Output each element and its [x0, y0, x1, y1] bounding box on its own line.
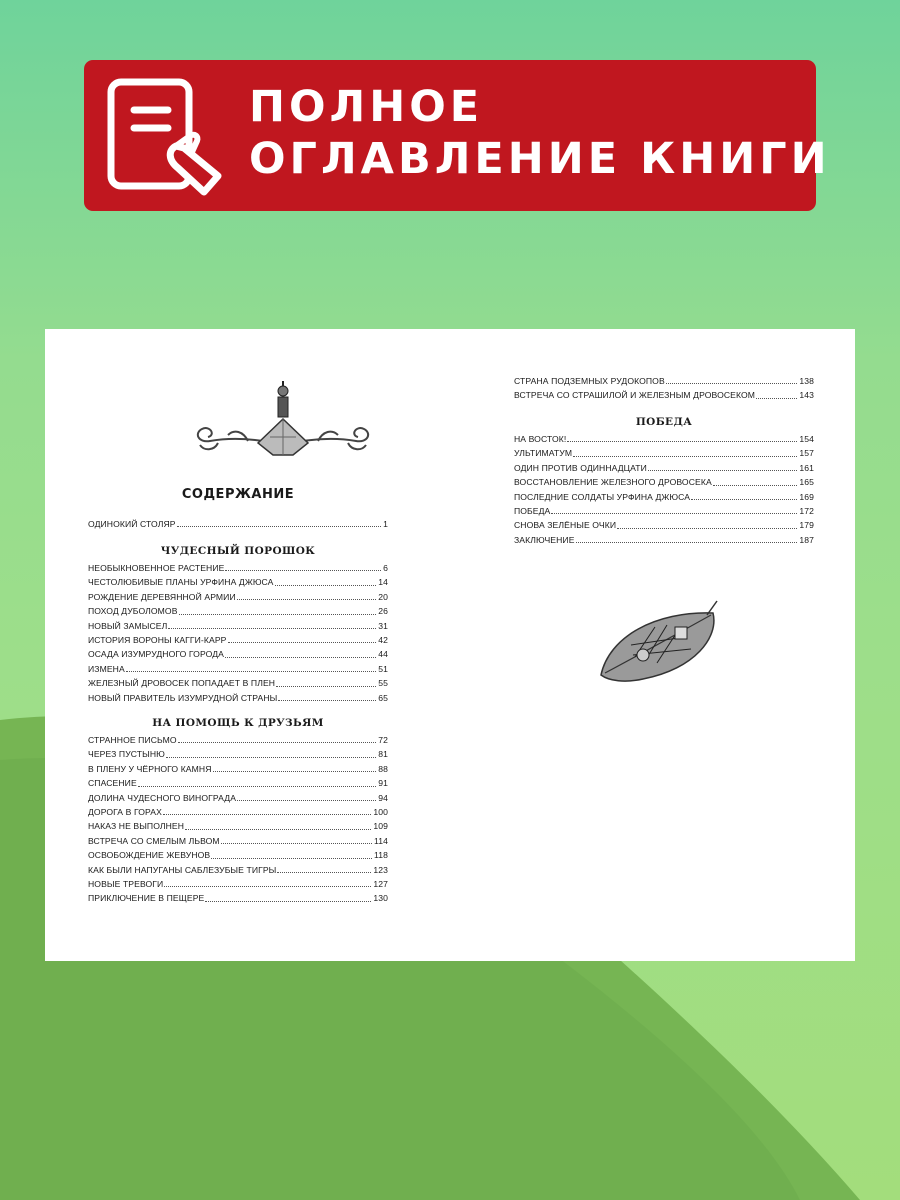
toc-entry-page: 55: [378, 678, 388, 689]
toc-continued: [514, 374, 814, 403]
leader-dots: [126, 671, 376, 672]
leader-dots: [551, 513, 797, 514]
leader-dots: [213, 771, 377, 772]
toc-entry: [88, 647, 388, 661]
toc-entry-title: ЗАКЛЮЧЕНИЕ: [514, 534, 575, 545]
toc-entry-title: УЛЬТИМАТУМ: [514, 448, 573, 459]
toc-entry-title: НЕОБЫКНОВЕННОЕ РАСТЕНИЕ: [88, 562, 225, 573]
toc-entry-page: 26: [378, 606, 388, 617]
leader-dots: [179, 614, 377, 615]
toc-entry-title: В ПЛЕНУ У ЧЁРНОГО КАМНЯ: [88, 763, 212, 774]
toc-entry-title: СПАСЕНИЕ: [88, 778, 137, 789]
toc-entry-title: НОВЫЙ ЗАМЫСЕЛ: [88, 620, 168, 631]
toc-entry-page: 6: [383, 562, 388, 573]
toc-entry: [88, 691, 388, 705]
toc-entry-title: КАК БЫЛИ НАПУГАНЫ САБЛЕЗУБЫЕ ТИГРЫ: [88, 864, 277, 875]
toc-section-2: [88, 713, 388, 906]
toc-entry: [88, 575, 388, 589]
toc-entry-page: 143: [799, 390, 814, 401]
toc-entry-page: 130: [373, 893, 388, 904]
toc-entry-page: 179: [799, 520, 814, 531]
toc-entry-title: ПОБЕДА: [514, 505, 551, 516]
toc-entry: [88, 590, 388, 604]
toc-entry: [88, 891, 388, 905]
toc-entry-title: ЧЕСТОЛЮБИВЫЕ ПЛАНЫ УРФИНА ДЖЮСА: [88, 577, 274, 588]
toc-entry-page: 114: [374, 835, 388, 846]
toc-entry: [514, 374, 814, 388]
leader-dots: [211, 858, 372, 859]
leader-dots: [205, 901, 371, 902]
toc-entry: [514, 490, 814, 504]
book-spread: [45, 329, 855, 961]
toc-entry-title: СТРАННОЕ ПИСЬМО: [88, 734, 177, 745]
toc-entry-page: 169: [799, 491, 814, 502]
toc-entry-page: 94: [378, 792, 388, 803]
toc-entry-title: ПОСЛЕДНИЕ СОЛДАТЫ УРФИНА ДЖЮСА: [514, 491, 691, 502]
leader-dots: [567, 441, 797, 442]
toc-entry-title: НАКАЗ НЕ ВЫПОЛНЕН: [88, 821, 185, 832]
toc-entry: [88, 863, 388, 877]
toc-entry: [88, 805, 388, 819]
toc-entry-page: 123: [373, 864, 388, 875]
toc-entry-title: ОСАДА ИЗУМРУДНОГО ГОРОДА: [88, 649, 224, 660]
leader-dots: [691, 499, 797, 500]
toc-entry: [514, 504, 814, 518]
toc-entry: [88, 877, 388, 891]
toc-entry: [88, 762, 388, 776]
section-heading: НА ПОМОЩЬ К ДРУЗЬЯМ: [152, 717, 324, 729]
leader-dots: [237, 800, 376, 801]
toc-entry-title: ПОХОД ДУБОЛОМОВ: [88, 606, 178, 617]
toc-entry: [514, 461, 814, 475]
toc-entry-page: 157: [799, 448, 814, 459]
leader-dots: [278, 700, 376, 701]
document-hand-icon: [106, 76, 226, 196]
toc-entry-page: 51: [378, 663, 388, 674]
ornament-crown-icon: [188, 379, 378, 463]
leader-dots: [666, 383, 798, 384]
leader-dots: [617, 528, 797, 529]
toc-entry-page: 20: [378, 591, 388, 602]
toc-entry-page: 118: [374, 850, 388, 861]
toc-entry: [88, 819, 388, 833]
toc-entry-title: СТРАНА ПОДЗЕМНЫХ РУДОКОПОВ: [514, 375, 665, 386]
toc-entry: [88, 633, 388, 647]
toc-entry: [88, 662, 388, 676]
toc-entry-page: 65: [378, 692, 388, 703]
toc-entry-page: 14: [378, 577, 388, 588]
toc-entry: [88, 747, 388, 761]
toc-entry-title: ИСТОРИЯ ВОРОНЫ КАГГИ-КАРР: [88, 634, 227, 645]
toc-entry: [514, 533, 814, 547]
section-heading: ПОБЕДА: [635, 416, 693, 428]
leader-dots: [713, 485, 798, 486]
leader-dots: [277, 872, 371, 873]
leader-dots: [237, 599, 376, 600]
toc-entry-page: 31: [378, 620, 388, 631]
toc-entry: [88, 848, 388, 862]
toc-section-3: [514, 412, 814, 547]
toc-entry: [88, 561, 388, 575]
toc-entry-page: 88: [378, 763, 388, 774]
leader-dots: [228, 642, 377, 643]
toc-entry-page: 42: [378, 634, 388, 645]
toc-entry: [514, 446, 814, 460]
toc-entry-page: 138: [799, 375, 814, 386]
toc-entry-title: ОДИНОКИЙ СТОЛЯР: [88, 518, 176, 529]
toc-entry: [514, 518, 814, 532]
leader-dots: [225, 570, 381, 571]
banner-title-line-1: ПОЛНОЕ: [249, 82, 484, 132]
leader-dots: [576, 542, 798, 543]
toc-entry-title: ВСТРЕЧА СО СМЕЛЫМ ЛЬВОМ: [88, 835, 220, 846]
toc-entry-title: ПРИКЛЮЧЕНИЕ В ПЕЩЕРЕ: [88, 893, 205, 904]
toc-entry-page: 187: [799, 534, 814, 545]
toc-entry: [88, 834, 388, 848]
toc-entry-title: РОЖДЕНИЕ ДЕРЕВЯННОЙ АРМИИ: [88, 591, 236, 602]
toc-entry-title: НОВЫЕ ТРЕВОГИ: [88, 878, 164, 889]
leader-dots: [138, 786, 376, 787]
toc-entry-page: 172: [799, 505, 814, 516]
leader-dots: [164, 886, 371, 887]
leader-dots: [178, 742, 377, 743]
title-banner: [84, 60, 831, 211]
toc-entry-page: 161: [799, 462, 814, 473]
leader-dots: [166, 757, 376, 758]
toc-entry: [514, 388, 814, 402]
toc-entry-title: НОВЫЙ ПРАВИТЕЛЬ ИЗУМРУДНОЙ СТРАНЫ: [88, 692, 278, 703]
leader-dots: [276, 686, 376, 687]
leader-dots: [177, 526, 382, 527]
leader-dots: [225, 657, 376, 658]
toc-entry-page: 72: [378, 734, 388, 745]
toc-entry: [88, 517, 388, 531]
toc-entry-page: 81: [378, 749, 388, 760]
leader-dots: [221, 843, 372, 844]
toc-entry: [88, 791, 388, 805]
toc-entry-page: 1: [383, 518, 388, 529]
toc-entry-page: 165: [799, 477, 814, 488]
leader-dots: [573, 456, 797, 457]
toc-entry-title: ВСТРЕЧА СО СТРАШИЛОЙ И ЖЕЛЕЗНЫМ ДРОВОСЕКОМ: [514, 390, 756, 401]
toc-entry-title: ВОССТАНОВЛЕНИЕ ЖЕЛЕЗНОГО ДРОВОСЕКА: [514, 477, 712, 488]
toc-entry-page: 127: [373, 878, 388, 889]
leader-dots: [756, 398, 797, 399]
toc-intro: [88, 517, 388, 531]
section-heading: ЧУДЕСНЫЙ ПОРОШОК: [160, 545, 316, 557]
banner-title-line-2: ОГЛАВЛЕНИЕ КНИГИ: [249, 134, 831, 184]
toc-entry-page: 91: [378, 778, 388, 789]
toc-entry-page: 154: [799, 433, 814, 444]
toc-entry-title: СНОВА ЗЕЛЁНЫЕ ОЧКИ: [514, 520, 617, 531]
toc-title: СОДЕРЖАНИЕ: [181, 487, 295, 502]
toc-entry-page: 109: [373, 821, 388, 832]
toc-entry: [514, 475, 814, 489]
toc-entry-title: ОСВОБОЖДЕНИЕ ЖЕВУНОВ: [88, 850, 211, 861]
toc-entry-page: 100: [373, 806, 388, 817]
toc-entry-page: 44: [378, 649, 388, 660]
toc-entry-title: ИЗМЕНА: [88, 663, 125, 674]
toc-section-1: [88, 541, 388, 705]
leader-dots: [185, 829, 371, 830]
leader-dots: [168, 628, 376, 629]
leader-dots: [275, 585, 377, 586]
toc-entry-title: НА ВОСТОК!: [514, 433, 567, 444]
toc-entry: [88, 604, 388, 618]
toc-entry-title: ДОЛИНА ЧУДЕСНОГО ВИНОГРАДА: [88, 792, 237, 803]
toc-entry-title: ЧЕРЕЗ ПУСТЫНЮ: [88, 749, 165, 760]
leaf-drawing-icon: [595, 597, 725, 687]
toc-entry: [88, 733, 388, 747]
leader-dots: [163, 814, 371, 815]
toc-entry: [88, 676, 388, 690]
toc-entry-title: ЖЕЛЕЗНЫЙ ДРОВОСЕК ПОПАДАЕТ В ПЛЕН: [88, 678, 276, 689]
toc-entry-title: ДОРОГА В ГОРАХ: [88, 806, 162, 817]
toc-entry-title: ОДИН ПРОТИВ ОДИННАДЦАТИ: [514, 462, 647, 473]
toc-entry: [514, 432, 814, 446]
toc-entry: [88, 776, 388, 790]
toc-entry: [88, 619, 388, 633]
leader-dots: [648, 470, 797, 471]
